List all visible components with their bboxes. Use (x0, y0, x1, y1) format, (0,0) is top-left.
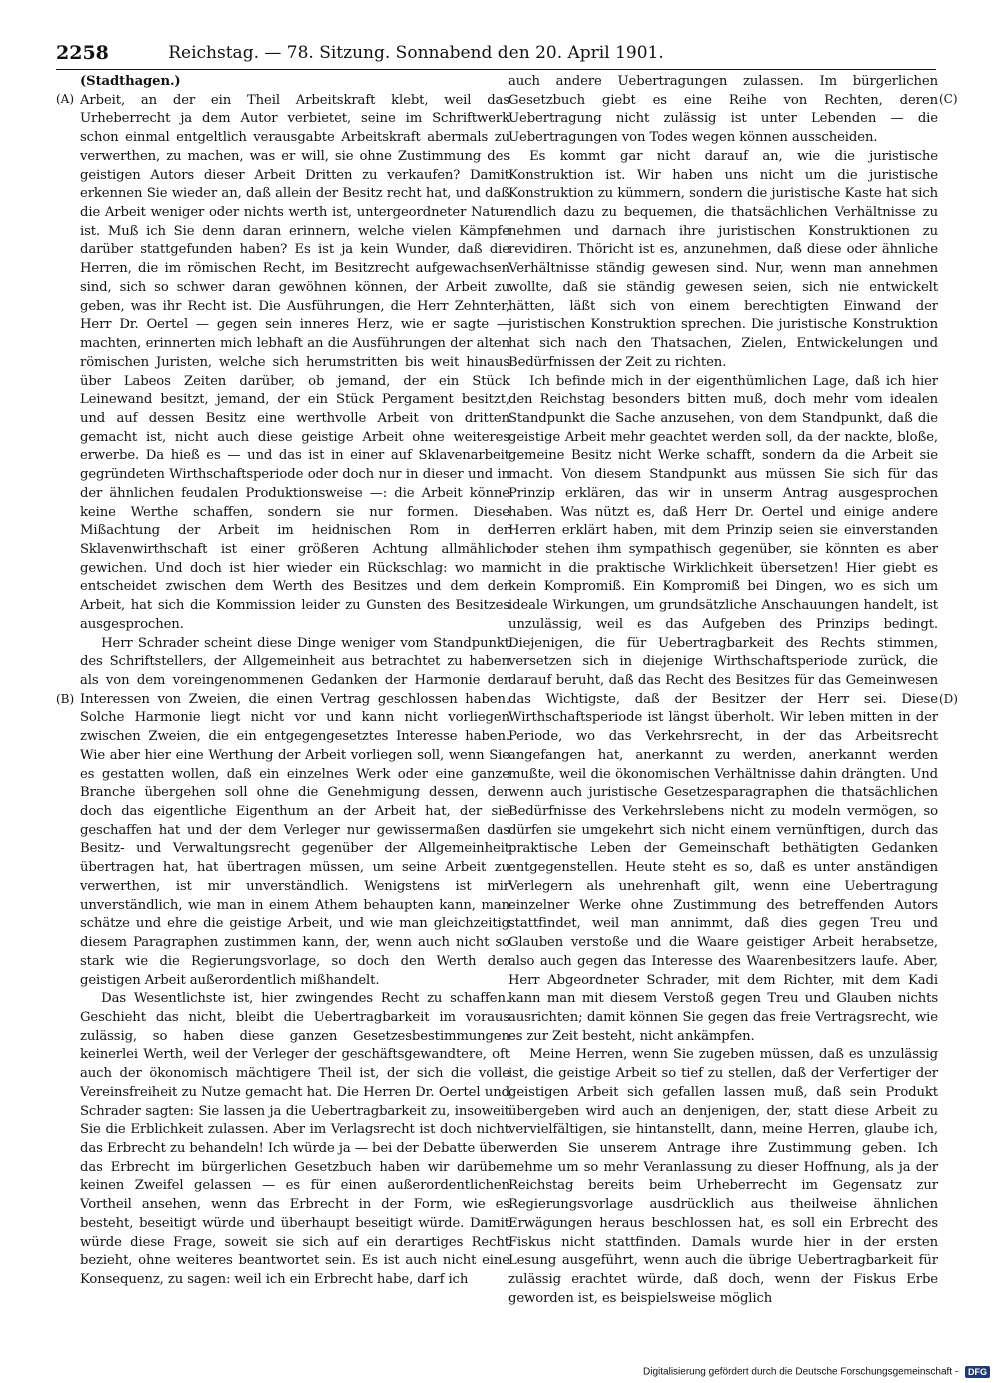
margin-marker-b: (B) (56, 692, 75, 706)
paragraph: Meine Herren, wenn Sie zugeben müssen, daß es unzulässig ist, die geistige Arbeit so tief zu stellen, daß der Verfertiger der geistigen Arbeit sich gefallen lassen muß, daß sein Produkt übergeben wird auch an denjenigen, der, statt diese Arbeit zu vervielfältigen, sie hintanstellt, dann, meine Herren, glaube ich, werden Sie unserem Antrage ihre Zustimmung geben. Ich nehme um so mehr Veranlassung zu dieser Hoffnung, als ja der Reichstag bereits beim Urheberrecht im Gegensatz zur Regierungsvorlage ausdrücklich aus theilweise ähnlichen Erwägungen heraus beschlossen hat, es soll ein Erbrecht des Fiskus nicht stattfinden. Damals wurde hier in der ersten Lesung ausgeführt, wenn auch die übrige Uebertragbarkeit für zulässig erachtet würde, daß doch, wenn der Fiskus Erbe geworden ist, es beispielsweise möglich (508, 1047, 938, 1306)
paragraph: Es kommt gar nicht darauf an, wie die juristische Konstruktion ist. Wir haben uns nicht um die juristische Konstruktion zu kümmern, sondern die juristische Kaste hat sich endlich dazu zu bequemen, die thatsächlichen Verhältnisse zu nehmen und darnach ihre juristischen Konstruktionen zu revidiren. Thöricht ist es, anzunehmen, daß diese oder ähnliche Verhältnisse ständig gewesen sind. Nur, wenn man annehmen wollte, daß sie ständig gewesen seien, sich nie entwickelt hätten, läßt sich von einem berechtigten Einwand der juristischen Konstruktion sprechen. Die juristische Konstruktion hat sich nach den Thatsachen, Zielen, Entwickelungen und Bedürfnissen der Zeit zu richten. (508, 148, 938, 370)
paragraph: Herr Schrader scheint diese Dinge weniger vom Standpunkt des Schriftstellers, der Allgemeinheit aus betrachtet zu haben als von dem voreingenommenen Gedanken der Harmonie der Interessen von Zweien, die einen Vertrag geschlossen haben. Solche Harmonie liegt nicht vor und kann nicht vorliegen zwischen Zweien, die ein entgegengesetztes Interesse haben. Wie aber hier eine Werthung der Arbeit vorliegen soll, wenn Sie es gestatten wollen, daß ein einzelnes Werk oder eine ganze Branche übergehen soll ohne die Genehmigung dessen, der doch das eigentliche Eigenthum an der Arbeit hat, der sie geschaffen hat und der dem Verleger nur gewissermaßen das Besitz- und Verwaltungsrecht gegenüber der Allgemeinheit übertragen hat, hat übertragen müssen, um seine Arbeit zu verwerthen, ist mir unverständlich. Wenigstens ist mir unverständlich, wie man in einem Athem behaupten kann, man schätze und ehre die geistige Arbeit, und wie man gleichzeitig diesem Paragraphen zustimmen kann, der, wenn auch nicht so stark wie die Regierungsvorlage, so doch den Werth der geistigen Arbeit außerordentlich mißhandelt. (80, 635, 510, 988)
paragraph: Arbeit, an der ein Theil Arbeitskraft klebt, weil das Urheberrecht ja dem Autor verbietet, seine im Schriftwerk schon einmal entgeltlich verausgabte Arbeitskraft abermals zu verwerthen, zu machen, was er will, sie ohne Zustimmung des geistigen Autors dieser Arbeit Dritten zu verkaufen? Damit erkennen Sie wieder an, daß allein der Besitz recht hat, und daß die Arbeit weniger oder nichts werth ist, untergeordneter Natur ist. Muß ich Sie denn daran erinnern, welche vielen Kämpfe darüber stattgefunden haben? Es ist ja kein Wunder, daß die Herren, die im römischen Recht, im Besitzrecht aufgewachsen sind, sich so schwer daran gewöhnen können, der Arbeit zu geben, was ihr Recht ist. Die Ausführungen, die Herr Zehnter, Herr Dr. Oertel — gegen sein inneres Herz, wie er sagte — machten, erinnerten mich lebhaft an die Ausführungen der alten römischen Juristen, welche sich herumstritten bis weit hinaus über Labeos Zeiten darüber, ob jemand, der ein Stück Leinewand besitzt, jemand, der ein Stück Pergament besitzt, und auf dessen Besitz eine werthvolle Arbeit von dritten gemacht ist, nicht auch diese geistige Arbeit ohne weiteres erwerbe. Da hieß es — und das ist in einer auf Sklavenarbeit gegründeten Wirthschaftsperiode oder doch nur in dieser und in der ähnlichen feudalen Produktionsweise —: die Arbeit könne keine Werthe schaffen, sondern sie nur formen. Diese Mißachtung der Arbeit im heidnischen Rom in der Sklavenwirthschaft ist einer größeren Achtung allmählich gewichen. Und doch ist hier wieder ein Rückschlag: wo man entscheidet zwischen dem Werth des Besitzes und dem der Arbeit, hat sich die Kommission leider zu Gunsten des Besitzes ausgesprochen. (80, 92, 510, 632)
header-rule (56, 69, 936, 70)
speaker-label: (Stadthagen.) (80, 74, 181, 89)
paragraph: auch andere Uebertragungen zulassen. Im bürgerlichen Gesetzbuch giebt es eine Reihe von Rechten, deren Uebertragung nicht zulässig ist unter Lebenden — die Uebertragungen von Todes wegen können ausscheiden. (508, 74, 938, 146)
margin-marker-a: (A) (56, 92, 75, 106)
paragraph: Ich befinde mich in der eigenthümlichen Lage, daß ich hier den Reichstag besonders bitten muß, doch mehr vom idealen Standpunkt die Sache anzusehen, von dem Standpunkt, daß die geistige Arbeit mehr geachtet werden soll, da der nackte, bloße, gemeine Besitz nicht Werke schafft, sondern da die Arbeit sie macht. Von diesem Standpunkt aus müssen Sie sich für das Prinzip erklären, das wir in unserm Antrag ausgesprochen haben. Was nützt es, daß Herr Dr. Oertel und einige andere Herren erklärt haben, mit dem Prinzip seien sie einverstanden oder stehen ihm sympathisch gegenüber, sie könnten es aber nicht in die praktische Wirklichkeit übersetzen! Hier giebt es kein Kompromiß. Ein Kompromiß bei Dingen, wo es sich um ideale Wirkungen, um grundsätzliche Anschauungen handelt, ist unzulässig, weil es das Aufgeben des Prinzips bedingt. Diejenigen, die für Uebertragbarkeit des Rechts stimmen, versetzen sich in diejenige Wirthschaftsperiode zurück, die darauf beruht, daß das Recht des Besitzes für das Gemeinwesen das Wichtigste, daß der Besitzer der Herr sei. Diese Wirthschaftsperiode ist längst überholt. Wir leben mitten in der Periode, wo das Verkehrsrecht, in der das Arbeitsrecht angefangen hat, anerkannt zu werden, anerkannt werden mußte, weil die ökonomischen Verhältnisse dahin drängten. Und wenn auch juristische Gesetzesparagraphen die thatsächlichen Bedürfnisse des Verkehrslebens nicht zu modeln vermögen, so dürfen sie umgekehrt sich nicht einem vernünftigen, durch das praktische Leben der Gemeinschaft bethätigten Gedanken entgegenstellen. Heute steht es so, daß es unter anständigen Verlegern als unehrenhaft gilt, wenn eine Uebertragung einzelner Werke ohne Zustimmung des betreffenden Autors stattfindet, weil man annimmt, daß dies gegen Treu und Glauben verstoße und die Waare geistiger Arbeit herabsetze, also auch gegen das Interesse des Waarenbesitzers laufe. Aber, Herr Abgeordneter Schrader, mit dem Richter, mit dem Kadi kann man mit diesem Verstoß gegen Treu und Glauben nichts ausrichten; damit können Sie gegen das freie Vertragsrecht, wie es zur Zeit besteht, nicht ankämpfen. (508, 373, 938, 1044)
footer-credit: Digitalisierung gefördert durch die Deutsche Forschungsgemeinschaft - (643, 1366, 959, 1378)
margin-marker-c: (C) (939, 92, 958, 106)
page-header (56, 42, 936, 70)
running-head: Reichstag. — 78. Sitzung. Sonnabend den 20. April 1901. (168, 43, 664, 63)
margin-marker-d: (D) (939, 692, 958, 706)
footer (560, 1366, 990, 1382)
left-column (80, 73, 510, 1313)
dfg-logo-icon: DFG (965, 1366, 990, 1378)
right-column (508, 73, 938, 1313)
paragraph: Das Wesentlichste ist, hier zwingendes Recht zu schaffen. Geschieht das nicht, bleibt die Uebertragbarkeit im voraus zulässig, so haben diese ganzen Gesetzesbestimmungen keinerlei Werth, weil der Verleger der geschäftsgewandtere, oft auch der ökonomisch mächtigere Theil ist, der sich die volle Vereinsfreiheit zu Nutze gemacht hat. Die Herren Dr. Oertel und Schrader sagten: Sie lassen ja die Uebertragbarkeit zu, insoweit Sie die Erblichkeit zulassen. Aber im Verlagsrecht ist doch nicht das Erbrecht zu behandeln! Ich würde ja — bei der Debatte über das Erbrecht im bürgerlichen Gesetzbuch haben wir darüber keinen Zweifel gelassen — es für einen außerordentlichen Vortheil ansehen, wenn das Erbrecht in der Form, wie es besteht, beseitigt würde und überhaupt beseitigt würde. Damit würde diese Frage, soweit sie sich auf ein derartiges Recht bezieht, ohne weiteres beantwortet sein. Es ist auch nicht eine Konsequenz, zu sagen: weil ich ein Erbrecht habe, darf ich (80, 991, 510, 1287)
page-number: 2258 (56, 42, 109, 64)
